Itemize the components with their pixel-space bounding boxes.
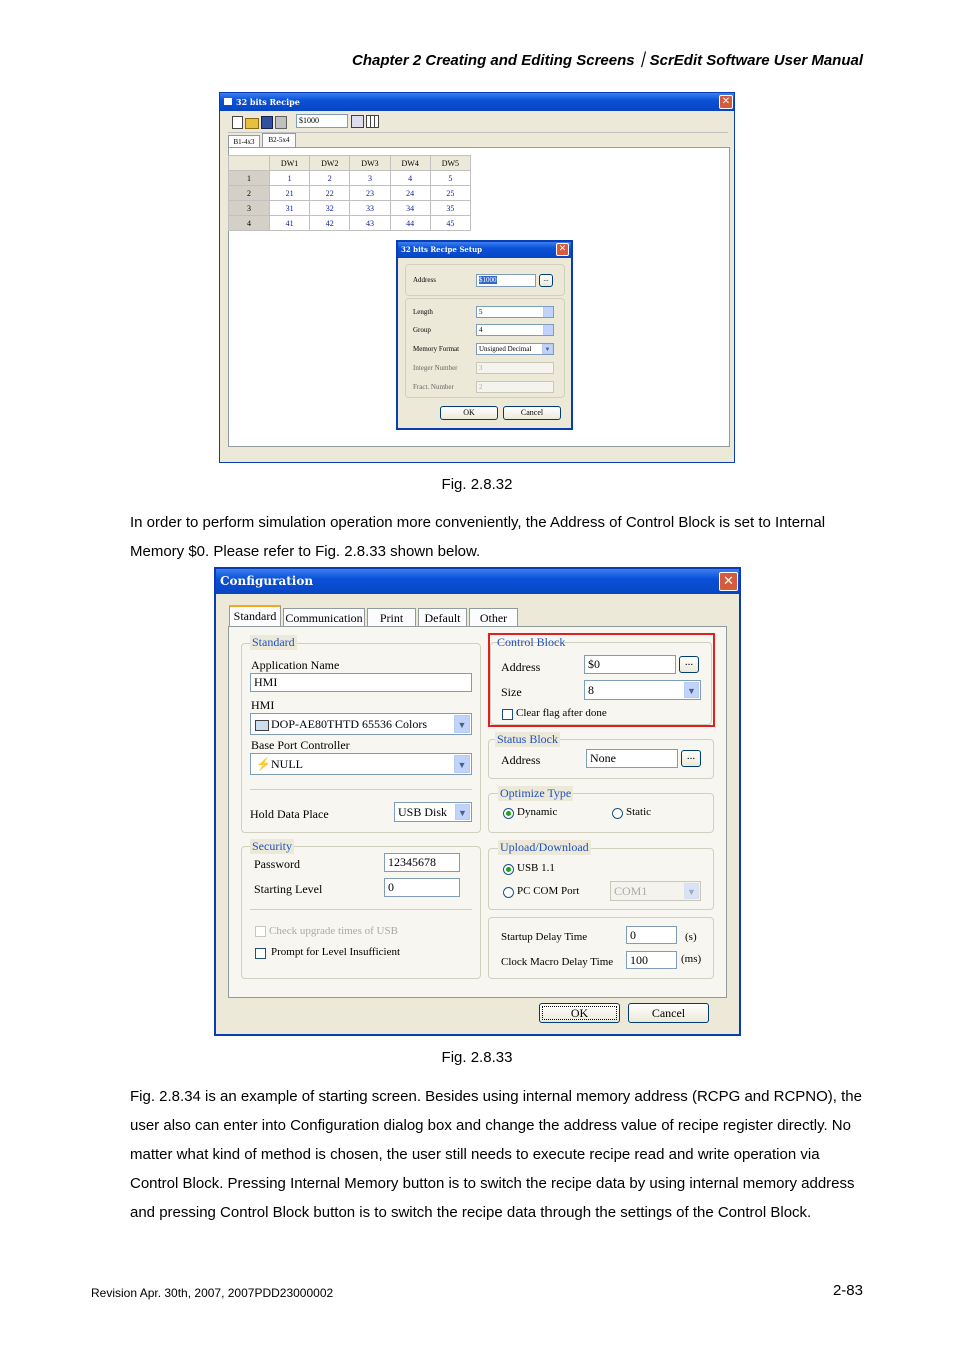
length-label: Length <box>413 308 433 316</box>
close-icon[interactable]: ✕ <box>719 95 733 109</box>
col-header[interactable]: DW1 <box>270 156 310 171</box>
recipe-window-title: 32 bits Recipe <box>236 97 300 107</box>
pc-com-radio[interactable] <box>503 887 514 898</box>
row-header[interactable]: 2 <box>229 186 270 201</box>
chevron-down-icon[interactable]: ▼ <box>454 715 470 733</box>
recipe-address-input[interactable]: $1000 <box>296 114 348 128</box>
recipe-setup-dialog <box>396 240 573 430</box>
length-input[interactable] <box>476 306 554 318</box>
close-icon[interactable]: ✕ <box>719 572 738 591</box>
tab-print[interactable]: Print <box>367 608 416 626</box>
password-label: Password <box>254 857 301 871</box>
cb-address-label: Address <box>501 660 541 674</box>
close-icon[interactable]: ✕ <box>556 243 569 256</box>
config-title: Configuration <box>220 574 314 588</box>
sb-address-input[interactable]: None <box>586 749 678 768</box>
sb-address-label: Address <box>501 753 541 767</box>
pc-com-label: PC COM Port <box>517 885 580 897</box>
clock-delay-unit: (ms) <box>681 953 702 965</box>
monitor-icon <box>255 720 269 731</box>
base-port-select[interactable] <box>250 753 472 775</box>
table-row <box>229 216 471 231</box>
fract-input[interactable] <box>476 381 554 393</box>
table-cell[interactable]: 43 <box>350 216 390 231</box>
security-group-title: Security <box>252 839 292 853</box>
table-cell[interactable]: 33 <box>350 201 390 216</box>
page-number: 2-83 <box>832 1282 863 1299</box>
static-label: Static <box>626 806 652 818</box>
new-file-icon[interactable] <box>232 116 243 129</box>
setup-browse-button[interactable]: ... <box>539 274 553 287</box>
row-header[interactable]: 3 <box>229 201 270 216</box>
figure-caption: Fig. 2.8.33 <box>441 1049 513 1066</box>
chevron-down-icon[interactable]: ▼ <box>684 682 699 698</box>
app-name-label: Application Name <box>251 658 340 672</box>
col-header[interactable]: DW4 <box>390 156 430 171</box>
dynamic-radio[interactable] <box>503 808 514 819</box>
sb-browse-button[interactable]: ... <box>681 750 701 767</box>
memory-format-select[interactable] <box>476 343 554 355</box>
dynamic-label: Dynamic <box>517 806 558 818</box>
table-cell[interactable]: 2 <box>310 171 350 186</box>
paragraph: In order to perform simulation operation more conveniently, the Address of Control Block is set to Internal Memory $0. Please refer to Fig. 2.8.33 shown below. <box>130 514 826 560</box>
group-input[interactable] <box>476 324 554 336</box>
optimize-title: Optimize Type <box>500 786 572 800</box>
integer-value: 3 <box>479 364 483 372</box>
control-block-highlight <box>488 633 715 727</box>
chevron-down-icon[interactable]: ▼ <box>454 755 470 773</box>
footer-revision: Revision Apr. 30th, 2007, 2007PDD23000002 <box>91 1286 334 1300</box>
setup-address-label: Address <box>413 276 436 284</box>
table-cell[interactable]: 1 <box>270 171 310 186</box>
recipe-window-titlebar[interactable] <box>220 93 734 111</box>
starting-level-label: Starting Level <box>254 882 323 896</box>
col-header[interactable]: DW3 <box>350 156 390 171</box>
table-cell[interactable]: 34 <box>390 201 430 216</box>
com-port-value: COM1 <box>614 884 648 898</box>
tab-default[interactable]: Default <box>418 608 467 626</box>
length-value: 5 <box>479 308 483 316</box>
table-cell[interactable]: 31 <box>270 201 310 216</box>
table-cell[interactable]: 3 <box>350 171 390 186</box>
clock-delay-label: Clock Macro Delay Time <box>501 956 614 968</box>
length-spinner[interactable] <box>543 307 553 317</box>
starting-level-input[interactable]: 0 <box>384 878 460 897</box>
table-cell[interactable]: 25 <box>430 186 470 201</box>
table-cell[interactable]: 21 <box>270 186 310 201</box>
table-row <box>229 186 471 201</box>
figure-caption: Fig. 2.8.32 <box>441 476 513 493</box>
usb-label: USB 1.1 <box>517 862 555 874</box>
tab-b2[interactable]: B2-5x4 <box>262 133 296 147</box>
table-cell[interactable]: 41 <box>270 216 310 231</box>
cancel-button[interactable]: Cancel <box>628 1003 709 1023</box>
chevron-down-icon[interactable]: ▼ <box>455 804 470 820</box>
table-cell[interactable]: 5 <box>430 171 470 186</box>
com-port-select[interactable] <box>610 881 701 901</box>
memory-format-value: Unsigned Decimal <box>479 345 532 353</box>
table-row <box>229 201 471 216</box>
plug-icon: ⚡ <box>256 757 271 771</box>
fract-value: 2 <box>479 383 483 391</box>
table-cell[interactable]: 44 <box>390 216 430 231</box>
setup-titlebar[interactable] <box>398 242 571 258</box>
ok-button[interactable]: OK <box>539 1003 620 1023</box>
integer-label: Integer Number <box>413 364 458 372</box>
open-folder-icon[interactable] <box>245 118 259 129</box>
control-block-title: Control Block <box>497 635 566 649</box>
clock-delay-input[interactable]: 100 <box>626 951 677 969</box>
prompt-level-checkbox[interactable] <box>255 948 266 959</box>
setup-title: 32 bits Recipe Setup <box>401 245 483 254</box>
col-header[interactable]: DW2 <box>310 156 350 171</box>
group-value: 4 <box>479 326 483 334</box>
table-cell[interactable]: 42 <box>310 216 350 231</box>
row-header[interactable]: 4 <box>229 216 270 231</box>
table-cell[interactable]: 4 <box>390 171 430 186</box>
hmi-value: DOP-AE80THTD 65536 Colors <box>271 717 427 731</box>
row-header[interactable]: 1 <box>229 171 270 186</box>
clear-flag-label: Clear flag after done <box>516 707 607 719</box>
startup-delay-unit: (s) <box>685 931 697 943</box>
usb-radio[interactable] <box>503 864 514 875</box>
setup-address-input[interactable] <box>476 274 536 287</box>
cb-address-input[interactable]: $0 <box>584 655 676 674</box>
static-radio[interactable] <box>612 808 623 819</box>
table-cell[interactable]: 24 <box>390 186 430 201</box>
tab-standard[interactable]: Standard <box>229 605 281 626</box>
standard-group-title: Standard <box>252 635 295 649</box>
window-icon <box>224 98 232 105</box>
app-name-input[interactable]: HMI <box>250 673 472 692</box>
setup-ok-button[interactable]: OK <box>440 406 498 420</box>
hold-data-label: Hold Data Place <box>250 807 329 821</box>
hold-data-select[interactable] <box>394 802 472 822</box>
chevron-down-icon[interactable]: ▼ <box>542 344 553 354</box>
save-icon[interactable] <box>261 116 273 129</box>
base-port-value: NULL <box>271 757 303 771</box>
cb-size-label: Size <box>501 685 522 699</box>
status-block-title: Status Block <box>497 732 559 746</box>
group-label: Group <box>413 326 431 334</box>
table-cell[interactable]: 35 <box>430 201 470 216</box>
chevron-down-icon[interactable]: ▼ <box>684 883 699 899</box>
fract-label: Fract. Number <box>413 383 454 391</box>
hmi-select[interactable] <box>250 713 472 735</box>
page-header: Chapter 2 Creating and Editing Screens｜ScrEdit Software User Manual <box>352 52 863 69</box>
check-upgrade-label: Check upgrade times of USB <box>269 925 398 937</box>
table-cell[interactable]: 23 <box>350 186 390 201</box>
table-row <box>229 171 471 186</box>
delay-group <box>488 917 714 979</box>
base-port-label: Base Port Controller <box>251 738 350 752</box>
table-cell[interactable]: 32 <box>310 201 350 216</box>
paragraph: Fig. 2.8.34 is an example of starting screen. Besides using internal memory address (RCPG and RCPNO), the user also can enter into Configuration dialog box and change the address value of recipe register directly. No matter what kind of method is chosen, the user still needs to execute recipe read and write operation via Control Block. Pressing Internal Memory button is to switch the recipe data by using internal memory address and pressing Control Block button is to switch the recipe data through the settings of the Control Block. <box>130 1088 862 1221</box>
grid-icon[interactable] <box>275 116 287 129</box>
table-corner <box>229 156 270 171</box>
setup-address-value: $1000 <box>479 276 497 284</box>
hmi-label: HMI <box>251 698 275 712</box>
startup-delay-label: Startup Delay Time <box>501 931 588 943</box>
tab-other[interactable]: Other <box>469 608 518 626</box>
config-titlebar[interactable] <box>216 569 739 594</box>
configuration-dialog <box>214 567 741 1036</box>
memory-format-label: Memory Format <box>413 345 460 353</box>
tab-b1[interactable]: B1-4x3 <box>228 135 260 147</box>
tab-communication[interactable]: Communication <box>283 608 365 626</box>
table-cell[interactable]: 45 <box>430 216 470 231</box>
check-upgrade-checkbox[interactable] <box>255 926 266 937</box>
cb-size-value: 8 <box>588 683 594 697</box>
startup-delay-input[interactable]: 0 <box>626 926 677 944</box>
monitor-icon[interactable] <box>351 115 364 128</box>
col-header[interactable]: DW5 <box>430 156 470 171</box>
recipe-table <box>228 155 471 231</box>
password-input[interactable]: 12345678 <box>384 853 460 872</box>
hold-data-value: USB Disk <box>398 805 448 819</box>
group-spinner[interactable] <box>543 325 553 335</box>
prompt-level-label: Prompt for Level Insufficient <box>271 946 401 958</box>
integer-input[interactable] <box>476 362 554 374</box>
table-cell[interactable]: 22 <box>310 186 350 201</box>
setup-cancel-button[interactable]: Cancel <box>503 406 561 420</box>
upload-title: Upload/Download <box>500 840 589 854</box>
cb-browse-button[interactable]: ... <box>679 656 699 673</box>
table-icon[interactable] <box>366 115 379 128</box>
